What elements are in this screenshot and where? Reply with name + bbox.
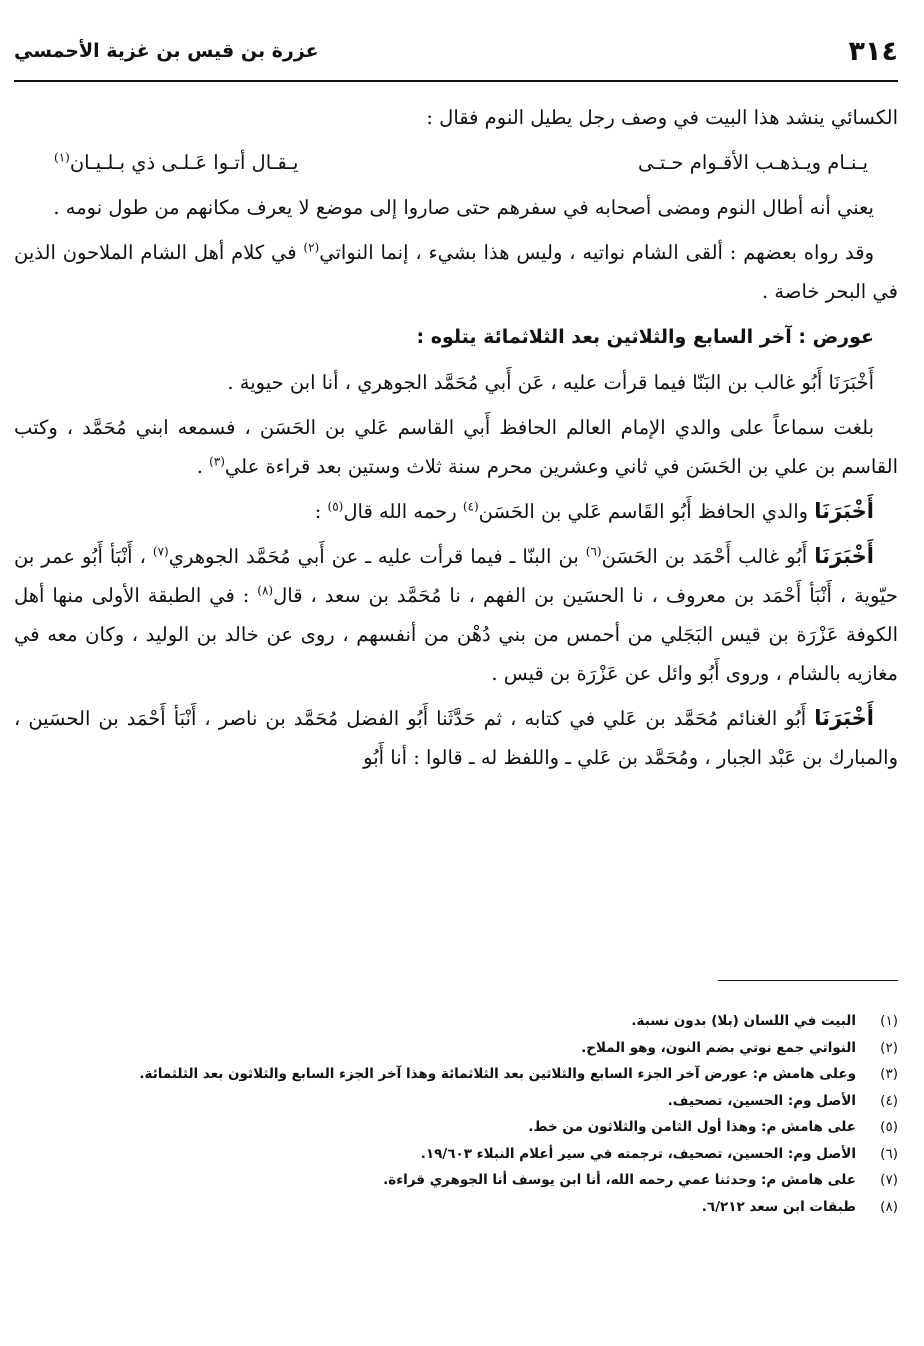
footnotes [14, 1008, 898, 1220]
footnote-ref: (٦) [585, 544, 602, 559]
footnote-text: طبقات ابن سعد ٦/٢١٢. [701, 1198, 856, 1215]
verse-second-hemistich [54, 143, 298, 182]
paragraph-isnad-4 [14, 699, 898, 777]
footnote-ref: (٢) [303, 240, 320, 255]
paragraph-isnad-1 [14, 363, 898, 402]
footnote-rule [718, 980, 898, 981]
paragraph-text: أَخْبَرَنَا أَبُو غالب بن البَنّا فيما قرأت عليه ، عَن أَبي مُحَمَّد الجوهري ، أنا ابن حيوية . [227, 371, 874, 394]
paragraph-intro [14, 98, 898, 137]
footnote-number: (١) [880, 1013, 898, 1029]
paragraph-text: أَبُو الغنائم مُحَمَّد بن عَلي في كتابه ، ثم حَدَّثَنا أَبُو الفضل مُحَمَّد بن ناصر ، أَنْبَأ أَحْمَد بن الحسَين ، والمبارك بن عَبْد الجبار ، ومُحَمَّد بن عَلي ـ واللفظ له ـ قالوا : أنا أَبُو [14, 707, 898, 769]
footnote-ref: (٤) [462, 499, 479, 514]
footnote-ref: (١) [54, 150, 70, 165]
akhbarana-lead: أَخْبَرَنَا [814, 544, 874, 568]
akhbarana-lead: أَخْبَرَنَا [814, 706, 874, 730]
paragraph-explanation [14, 188, 898, 227]
footnote [14, 1194, 898, 1221]
running-head [14, 28, 898, 74]
paragraph-text: ، أَنْبَأ أَبُو عمر بن حيّوية ، أَنْبَأ أَحْمَد بن معروف ، نا الحسَين بن الفهم ، نا مُحَمَّد بن سعد ، قال [14, 545, 898, 607]
paragraph-samaa [14, 408, 898, 486]
footnote [14, 1061, 898, 1088]
page-number: ٣١٤ [848, 35, 898, 67]
section-heading [14, 317, 898, 357]
footnote [14, 1141, 898, 1168]
paragraph-text: : [314, 500, 328, 523]
paragraph-text: أَبُو غالب أَحْمَد بن الحَسَن [601, 545, 815, 568]
paragraph-text: والدي الحافظ أَبُو القَاسم عَلي بن الحَسَن [478, 500, 815, 523]
footnote [14, 1114, 898, 1141]
footnote-ref: (٥) [327, 499, 344, 514]
footnote-number: (٢) [880, 1039, 898, 1056]
paragraph-text: الكسائي ينشد هذا البيت في وصف رجل يطيل النوم فقال : [426, 106, 898, 129]
paragraph-isnad-3 [14, 537, 898, 693]
footnote-text: على هامش م: وحدثنا عمي رحمه الله، أنا ابن يوسف أنا الجوهري قراءة. [383, 1172, 856, 1188]
akhbarana-lead: أَخْبَرَنَا [814, 499, 874, 523]
verse-first-hemistich: يـنـام ويـذهـب الأقـوام حـتـى [637, 151, 868, 174]
paragraph-text: في كلام أهل الشام الملاحون الذين في البحر خاصة . [14, 241, 898, 303]
footnote-ref: (٣) [209, 454, 225, 469]
footnote [14, 1088, 898, 1115]
footnote [14, 1035, 898, 1062]
footnote-number: (٣) [880, 1066, 898, 1082]
footnote-text: الأصل وم: الحسين، تصحيف. [667, 1092, 856, 1109]
paragraph-text: . [196, 455, 210, 478]
verse-second-text: يـقـال أتـوا عَـلـى ذي بـلـيـان [69, 151, 299, 174]
paragraph-text: يعني أنه أطال النوم ومضى أصحابه في سفرهم حتى صاروا إلى موضع لا يعرف مكانهم من طول نومه . [53, 196, 874, 219]
footnote [14, 1167, 898, 1194]
running-title: عزرة بن قيس بن غزية الأحمسي [14, 40, 319, 62]
header-rule [14, 80, 898, 82]
footnote-text: على هامش م: وهذا أول الثامن والثلاثون من خط. [528, 1119, 856, 1135]
heading-text: عورض : آخر السابع والثلاثين بعد الثلاثمائة يتلوه : [416, 326, 874, 348]
footnote-text: وعلى هامش م: عورض آخر الجزء السابع والثلاثين بعد الثلاثمائة وهذا آخر الجزء السابع والثلاثون بعد الثلثمائة. [139, 1066, 856, 1082]
main-text [14, 98, 898, 783]
paragraph-text: : في الطبقة الأولى منها أهل الكوفة عَزْرَة بن قيس البَجَلي من أحمس من بني دُهْن من أنفسهم ، روى عن خالد بن الوليد ، وكان معه في مغازيه بالشام ، وروى أَبُو وائل عن عَزْرَة بن قيس . [14, 584, 898, 685]
paragraph-text: بلغت سماعاً على والدي الإمام العالم الحافظ أَبي القاسم عَلي بن الحَسَن ، فسمعه ابني مُحَمَّد ، وكتب القاسم بن علي بن الحَسَن في ثاني وعشرين محرم سنة ثلاث وستين بعد قراءة علي [14, 416, 898, 478]
paragraph-isnad-2 [14, 492, 898, 531]
poetry-verse [14, 143, 898, 182]
footnote-number: (٥) [880, 1119, 898, 1135]
paragraph-text: وقد رواه بعضهم : ألقى الشام نواتيه ، وليس هذا بشيء ، إنما النواتي [319, 241, 874, 264]
footnote-text: النواتي جمع نوتي بضم النون، وهو الملاح. [581, 1039, 856, 1056]
footnote [14, 1008, 898, 1035]
footnote-text: البيت في اللسان (بلا) بدون نسبة. [631, 1013, 856, 1029]
paragraph-variant [14, 233, 898, 311]
footnote-ref: (٧) [152, 544, 169, 559]
footnote-number: (٧) [880, 1172, 898, 1188]
paragraph-text: بن البنّا ـ فيما قرأت عليه ـ عن أَبي مُحَمَّد الجوهري [168, 545, 586, 568]
footnote-number: (٦) [880, 1145, 898, 1162]
footnote-number: (٨) [880, 1198, 898, 1215]
footnote-text: الأصل وم: الحسين، تصحيف، ترجمته في سير أعلام النبلاء ١٩/٦٠٣. [420, 1145, 856, 1162]
footnote-ref: (٨) [257, 583, 274, 598]
footnote-number: (٤) [880, 1092, 898, 1109]
paragraph-text: رحمه الله قال [343, 500, 463, 523]
